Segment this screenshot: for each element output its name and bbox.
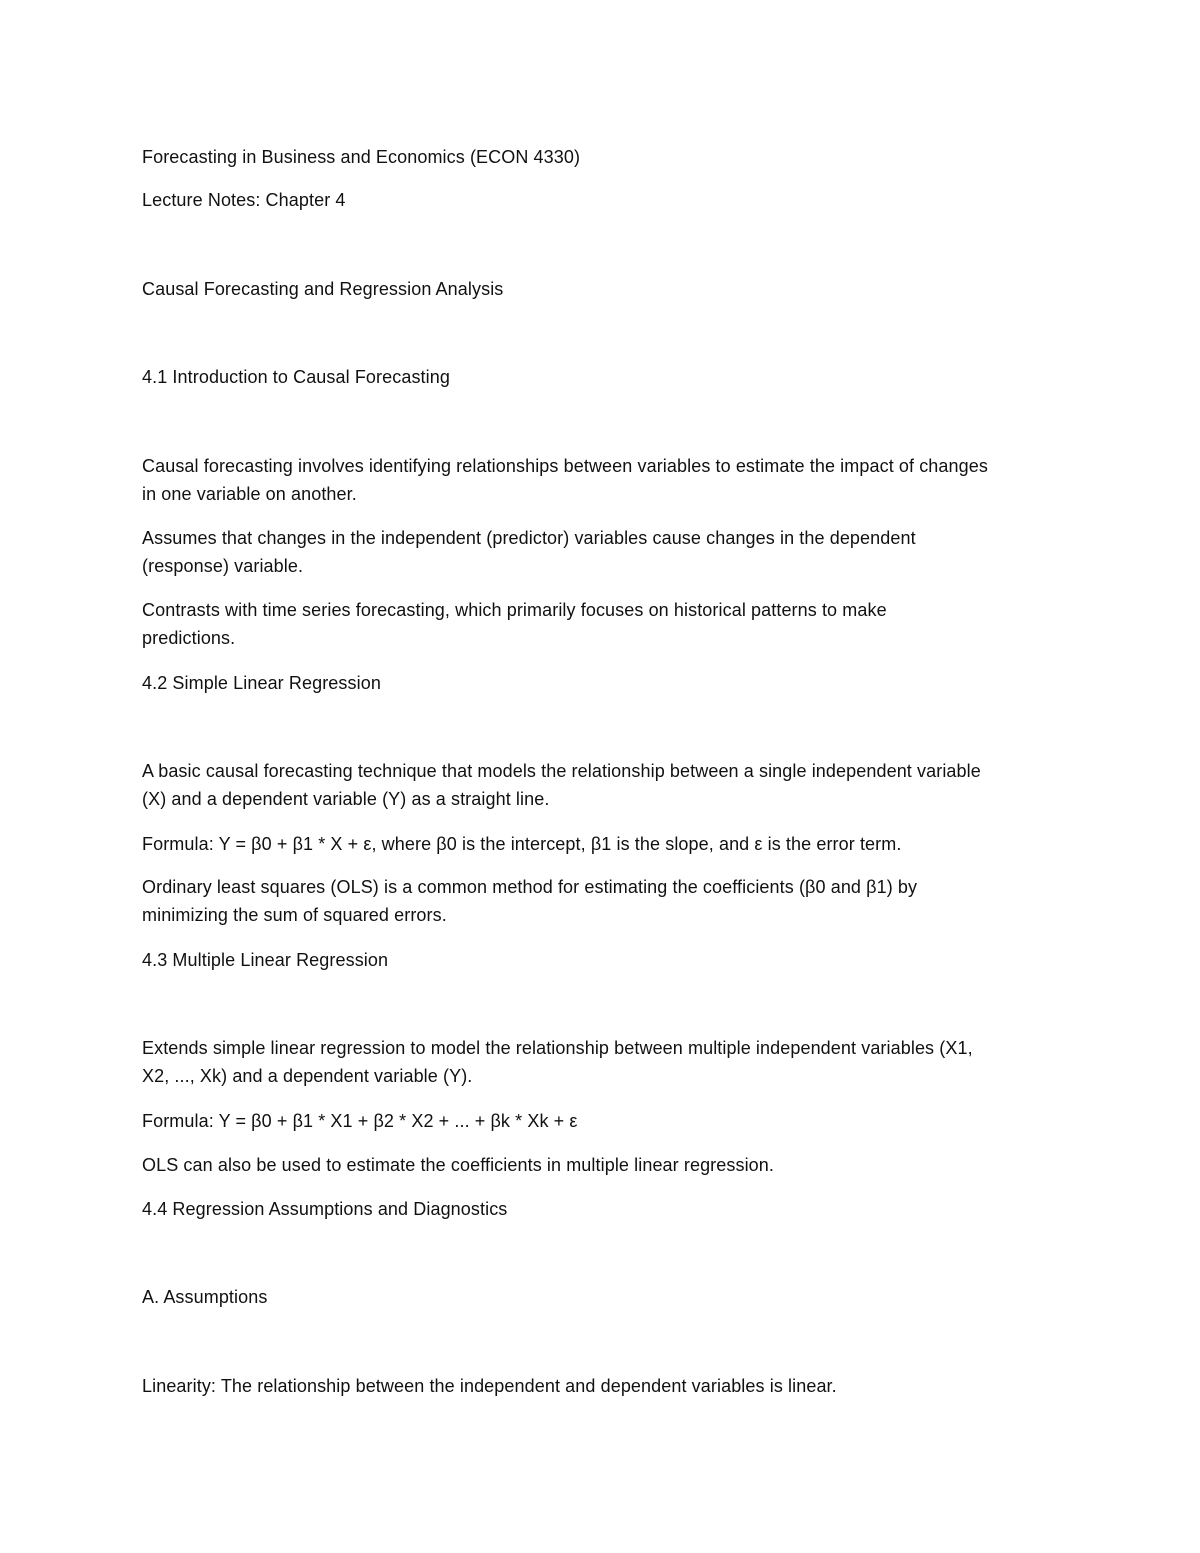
formula-line: Formula: Y = β0 + β1 * X1 + β2 * X2 + ... + βk * Xk + ε [142,1111,578,1131]
section-heading: 4.4 Regression Assumptions and Diagnostics [142,1199,508,1219]
paragraph-line: (response) variable. [142,556,304,576]
paragraph-line: predictions. [142,628,236,648]
paragraph-line: (X) and a dependent variable (Y) as a straight line. [142,789,550,809]
paragraph-line: Assumes that changes in the independent (predictor) variables cause changes in the dependent [142,528,916,548]
paragraph-line: Extends simple linear regression to model the relationship between multiple independent variables (X1, [142,1038,973,1058]
course-title: Forecasting in Business and Economics (ECON 4330) [142,147,581,167]
formula-line: Formula: Y = β0 + β1 * X + ε, where β0 is the intercept, β1 is the slope, and ε is the error term. [142,834,902,854]
section-heading: 4.1 Introduction to Causal Forecasting [142,367,450,387]
paragraph-line: Contrasts with time series forecasting, which primarily focuses on historical patterns to make [142,600,887,620]
paragraph-line: in one variable on another. [142,484,357,504]
chapter-title: Causal Forecasting and Regression Analysis [142,279,504,299]
paragraph-line: A basic causal forecasting technique that models the relationship between a single independent variable [142,761,981,781]
section-heading: 4.3 Multiple Linear Regression [142,950,389,970]
paragraph-line: Ordinary least squares (OLS) is a common method for estimating the coefficients (β0 and β1) by [142,877,918,897]
subsection-heading: A. Assumptions [142,1287,268,1307]
paragraph-line: OLS can also be used to estimate the coefficients in multiple linear regression. [142,1155,775,1175]
paragraph-line: minimizing the sum of squared errors. [142,905,447,925]
paragraph-line: Linearity: The relationship between the independent and dependent variables is linear. [142,1376,837,1396]
paragraph-line: X2, ..., Xk) and a dependent variable (Y). [142,1066,473,1086]
section-heading: 4.2 Simple Linear Regression [142,673,381,693]
paragraph-line: Causal forecasting involves identifying relationships between variables to estimate the impact of changes [142,456,988,476]
lecture-notes-label: Lecture Notes: Chapter 4 [142,190,346,210]
